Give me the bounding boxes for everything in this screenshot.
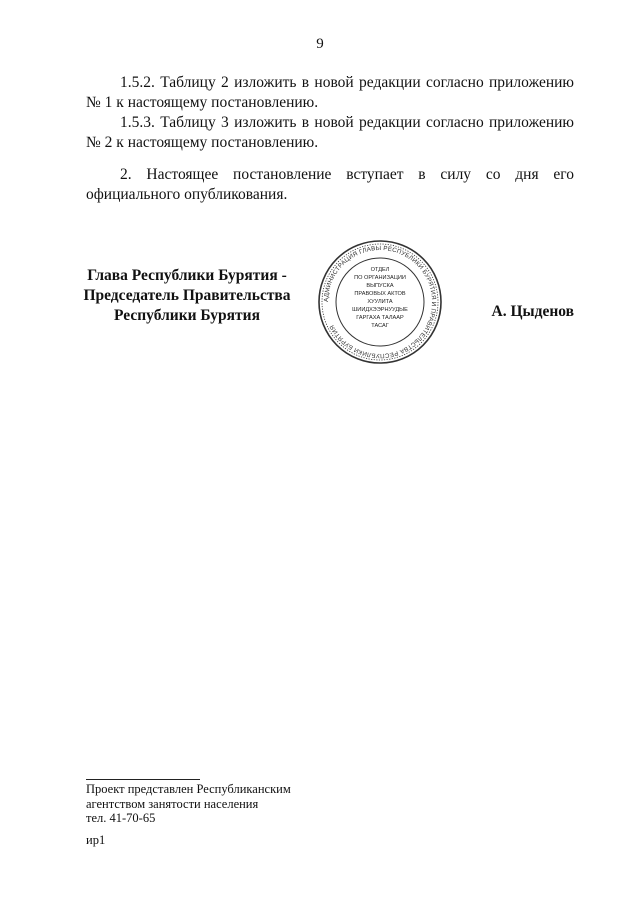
stamp-line: ТАСАГ: [371, 323, 389, 329]
paragraph-1-5-2: 1.5.2. Таблицу 2 изложить в новой редакции согласно приложению № 1 к настоящему постановлению.: [86, 74, 574, 111]
page-number: 9: [316, 36, 324, 52]
stamp-line: ПО ОРГАНИЗАЦИИ: [354, 275, 406, 281]
stamp-line: ОТДЕЛ: [370, 267, 390, 273]
signatory-title-line: Республики Бурятия: [114, 307, 260, 324]
footnote-line: тел. 41-70-65: [86, 811, 156, 825]
official-seal-stamp: [316, 238, 444, 366]
stamp-line: ШИИДХЭЭРНУУДЫЕ: [352, 307, 408, 313]
signatory-name: А. Цыденов: [491, 303, 574, 320]
paragraph-2: 2. Настоящее постановление вступает в силу со дня его официального опубликования.: [86, 166, 574, 203]
footnote-line: агентством занятости населения: [86, 796, 259, 811]
paragraph-1-5-3: 1.5.3. Таблицу 3 изложить в новой редакции согласно приложению № 2 к настоящему постановлению.: [86, 114, 574, 151]
signatory-title: [72, 266, 302, 326]
document-code: ир1: [86, 833, 106, 847]
signatory-title-line: Председатель Правительства: [83, 287, 291, 304]
stamp-ring-text: АДМИНИСТРАЦИЯ ГЛАВЫ РЕСПУБЛИКИ БУРЯТИЯ И ПРАВИТЕЛЬСТВА РЕСПУБЛИКИ БУРЯТИЯ: [322, 244, 438, 360]
footnote-separator: [86, 779, 200, 780]
footnote-line: Проект представлен Республиканским: [86, 782, 291, 796]
stamp-line: ВЫПУСКА: [366, 283, 394, 289]
stamp-line: ГАРГАХА ТАЛААР: [356, 315, 404, 321]
signatory-title-line: Глава Республики Бурятия -: [87, 267, 287, 284]
footnote: [86, 782, 291, 826]
stamp-line: ХУУЛИТА: [367, 299, 393, 305]
stamp-line: ПРАВОВЫХ АКТОВ: [354, 291, 406, 297]
